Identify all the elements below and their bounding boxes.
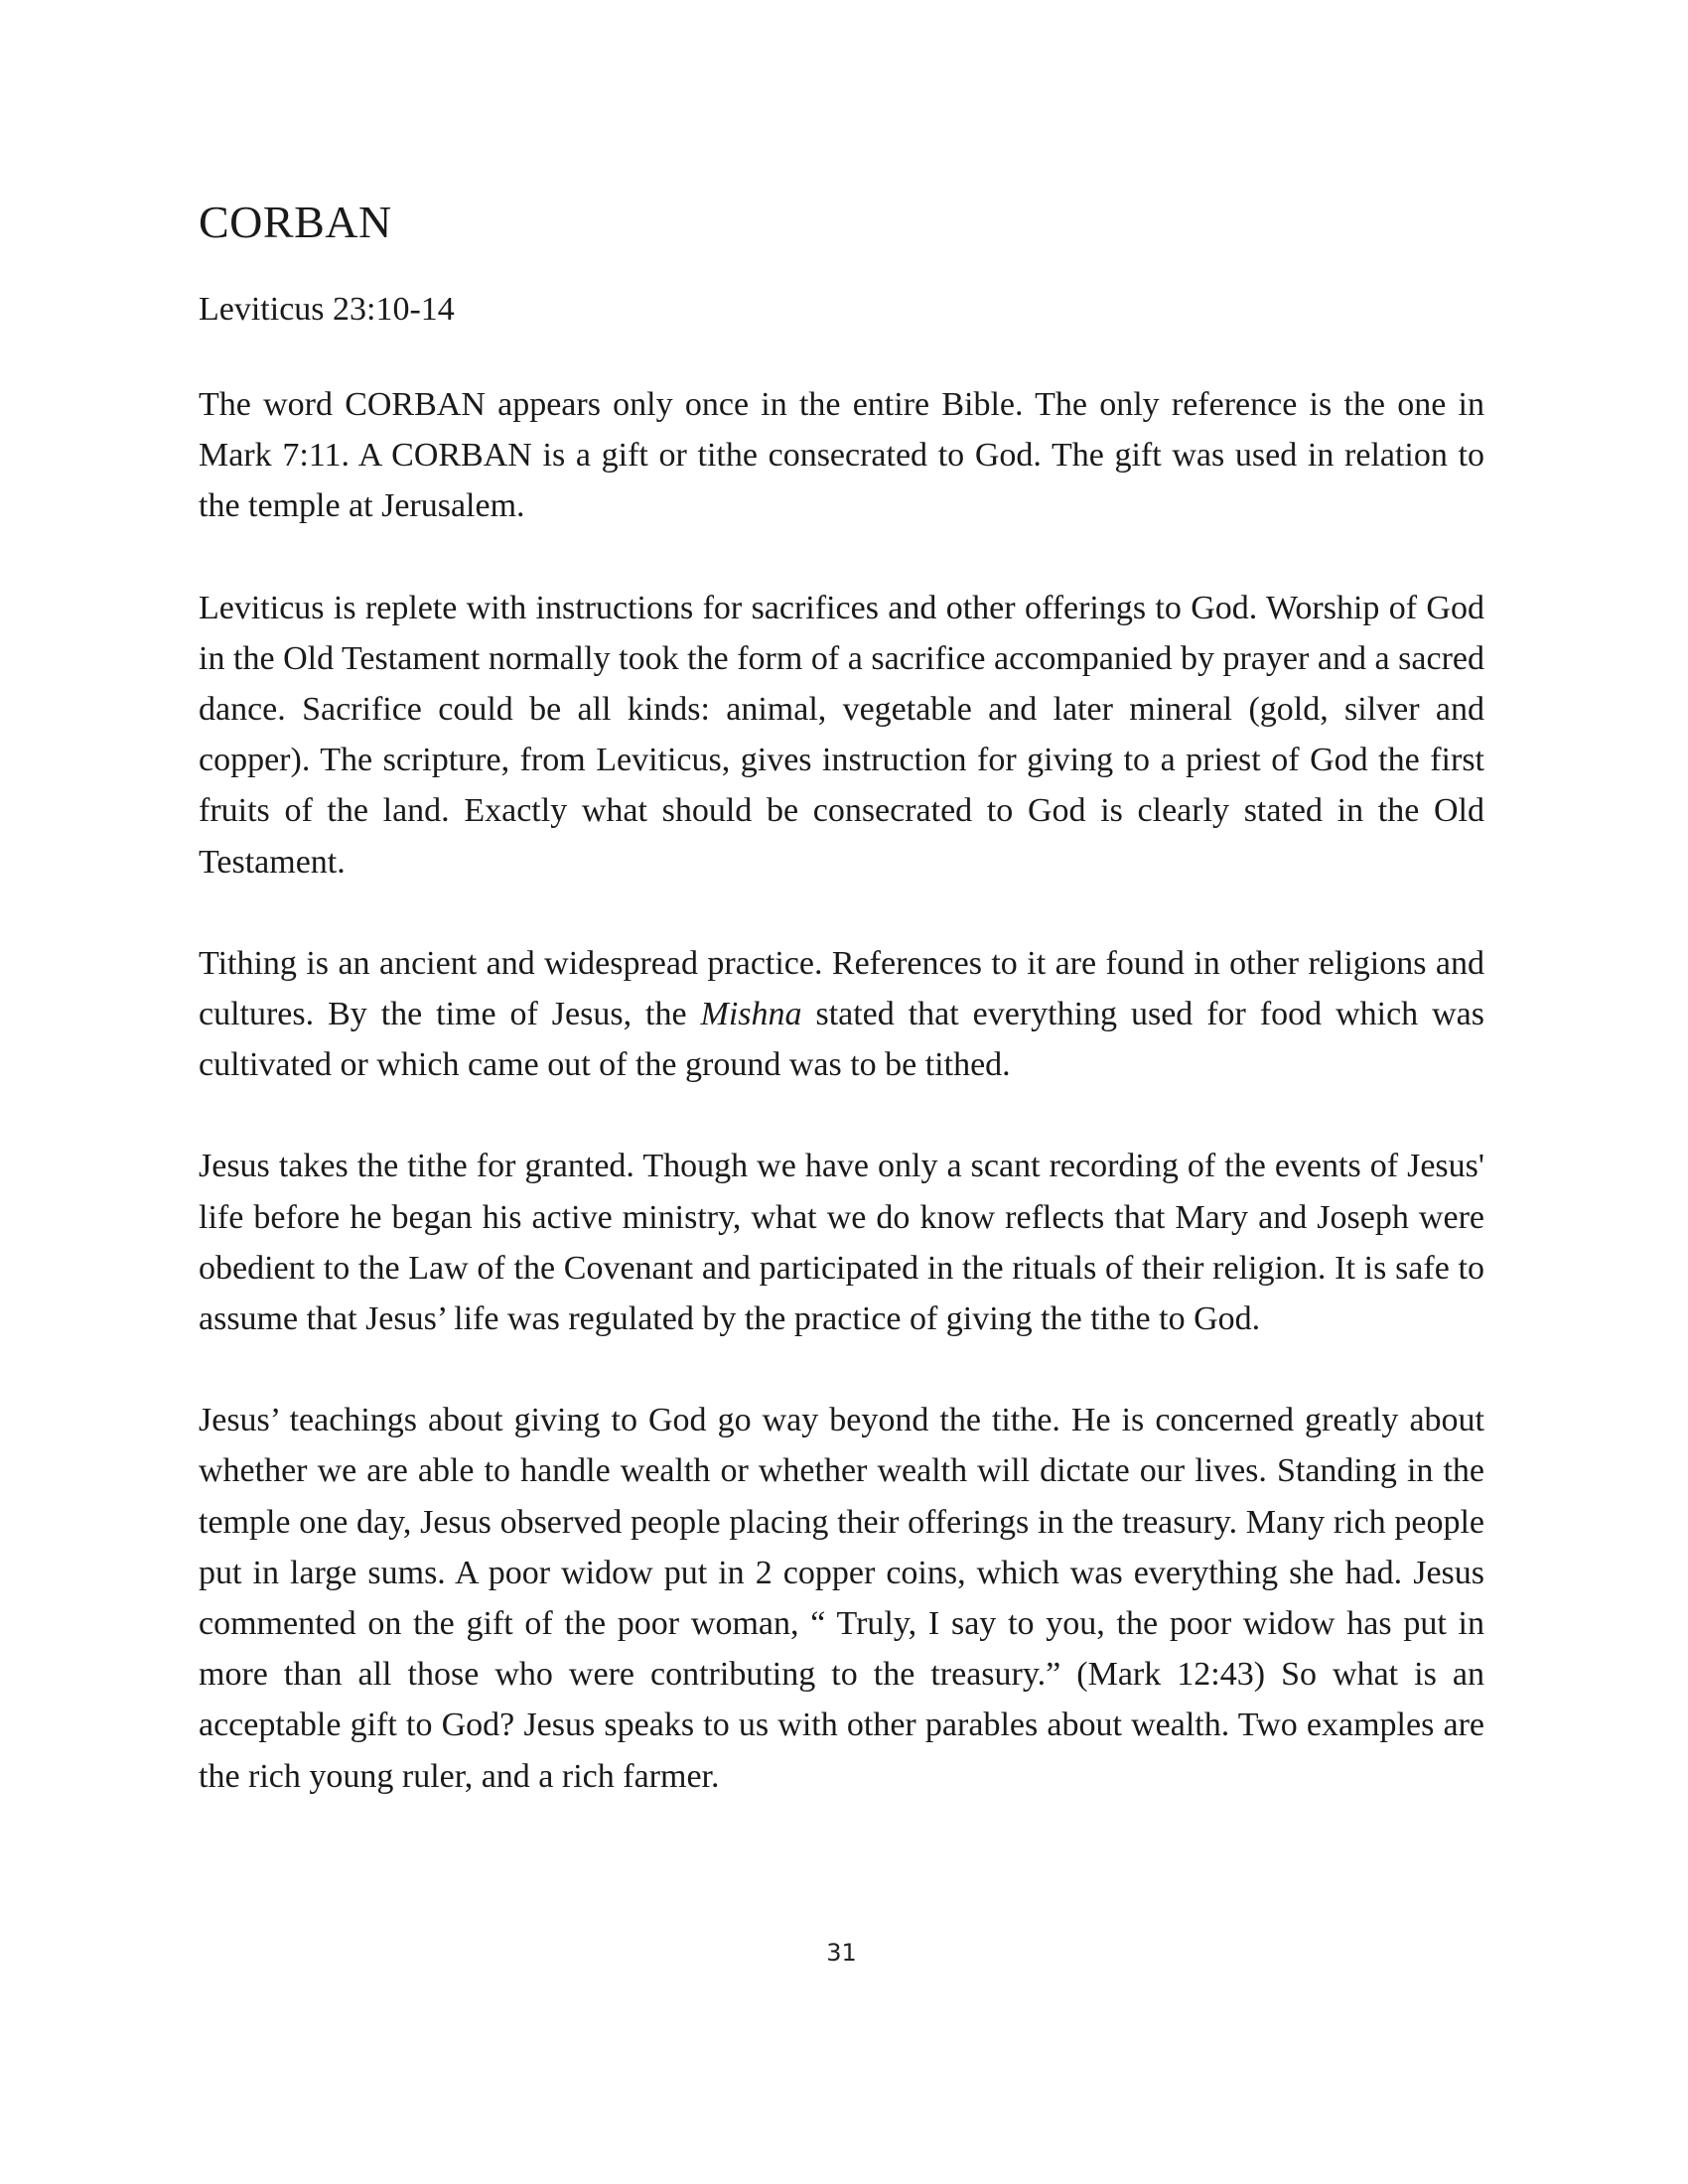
- page-number: 31: [826, 1939, 857, 1967]
- body-text: [199, 379, 1484, 1852]
- scripture-reference: Leviticus 23:10-14: [199, 291, 455, 328]
- mishna-emphasis: Mishna: [700, 996, 802, 1033]
- paragraph-text-before-emphasis: Tithing is an ancient and widespread practice. References to it are found in other religions and cultures. By the time of Jesus, the: [199, 944, 1484, 1033]
- paragraph-leviticus-offerings: Leviticus is replete with instructions for sacrifices and other offerings to God. Worship of God in the Old Testament normally took the form of a sacrifice accompanied by prayer and a sacred dance. Sacrifice could be all kinds: animal, vegetable and later mineral (gold, silver and copper). The scripture, from Leviticus, gives instruction for giving to a priest of God the first fruits of the land. Exactly what should be consecrated to God is clearly stated in the Old Testament.: [199, 589, 1484, 881]
- paragraph-text-after-emphasis: stated that everything used for food which was cultivated or which came out of the ground was to be tithed.: [199, 996, 1484, 1084]
- paragraph-jesus-teachings: Jesus’ teachings about giving to God go way beyond the tithe. He is concerned greatly about whether we are able to handle wealth or whether wealth will dictate our lives. Standing in the temple one day, Jesus observed people placing their offerings in the treasury. Many rich people put in large sums. A poor widow put in 2 copper coins, which was everything she had. Jesus commented on the gift of the poor woman, “ Truly, I say to you, the poor widow has put in more than all those who were contributing to the treasury.” (Mark 12:43) So what is an acceptable gift to God? Jesus speaks to us with other parables about wealth. Two examples are the rich young ruler, and a rich farmer.: [199, 1402, 1484, 1795]
- paragraph-jesus-tithe: Jesus takes the tithe for granted. Though we have only a scant recording of the events of Jesus' life before he began his active ministry, what we do know reflects that Mary and Joseph were obedient to the Law of the Covenant and participated in the rituals of their religion. It is safe to assume that Jesus’ life was regulated by the practice of giving the tithe to God.: [199, 1148, 1484, 1338]
- page-title: CORBAN: [199, 197, 392, 247]
- paragraph-tithing-practice: [199, 938, 1484, 1091]
- document-page: [199, 0, 1484, 2184]
- paragraph-corban-definition: The word CORBAN appears only once in the entire Bible. The only reference is the one in Mark 7:11. A CORBAN is a gift or tithe consecrated to God. The gift was used in relation to the temple at Jerusalem.: [199, 386, 1484, 525]
